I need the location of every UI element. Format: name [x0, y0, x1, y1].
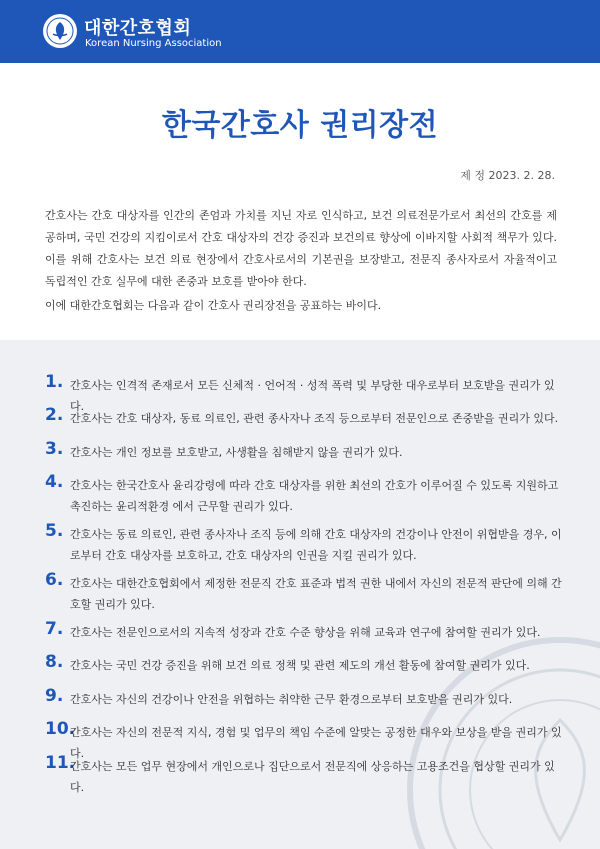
enactment-date: 제 정 2023. 2. 28.: [460, 169, 555, 182]
right-number: 2.: [45, 405, 64, 425]
right-number: 11.: [45, 753, 76, 773]
right-number: 5.: [45, 521, 64, 541]
org-name: 대한간호협회: [84, 18, 192, 39]
right-text: 간호사는 전문인으로서의 지속적 성장과 간호 수준 향상을 위해 교육과 연구에 참여할 권리가 있다.: [70, 626, 541, 639]
right-number: 6.: [45, 570, 64, 590]
kna-emblem-icon: [42, 13, 78, 49]
proclamation-text: 이에 대한간호협회는 다음과 같이 간호사 권리장전을 공표하는 바이다.: [45, 299, 382, 312]
right-number: 7.: [45, 619, 64, 639]
intro-paragraph: 간호사는 간호 대상자를 인간의 존엄과 가치를 지닌 자로 인식하고, 보건 의료전문가로서 최선의 간호를 제공하며, 국민 건강의 지킴이로서 간호 대상자의 건강 증진과 보건의료 향상에 이바지할 사회적 책무가 있다. 이를 위해 간호사는 보건 의료 현장에서 간호사로서의 기본권을 보장받고, 전문직 종사자로서 자율적이고 독립적인 간호 실무에 대한 존중과 보호를 받아야 한다.: [45, 209, 557, 288]
header-bar: [0, 0, 600, 63]
right-text: 간호사는 모든 업무 현장에서 개인으로나 집단으로서 전문직에 상응하는 고용조건을 협상할 권리가 있다.: [70, 760, 555, 794]
org-name-en: Korean Nursing Association: [85, 38, 222, 49]
right-text: 간호사는 개인 정보를 보호받고, 사생활을 침해받지 않을 권리가 있다.: [70, 446, 403, 459]
right-number: 4.: [45, 472, 64, 492]
right-text: 간호사는 인격적 존재로서 모든 신체적 · 언어적 · 성적 폭력 및 부당한 대우로부터 보호받을 권리가 있다.: [70, 379, 555, 413]
right-text: 간호사는 간호 대상자, 동료 의료인, 관련 종사자나 조직 등으로부터 전문인으로 존중받을 권리가 있다.: [70, 412, 559, 425]
right-text: 간호사는 자신의 전문적 지식, 경험 및 업무의 책임 수준에 알맞는 공정한 대우와 보상을 받을 권리가 있다.: [70, 726, 562, 760]
right-text: 간호사는 자신의 건강이나 안전을 위협하는 취약한 근무 환경으로부터 보호받을 권리가 있다.: [70, 693, 513, 706]
right-text: 간호사는 대한간호협회에서 제정한 전문직 간호 표준과 법적 권한 내에서 자신의 전문적 판단에 의해 간호할 권리가 있다.: [70, 577, 562, 611]
right-number: 3.: [45, 439, 64, 459]
right-text: 간호사는 국민 건강 증진을 위해 보건 의료 정책 및 관련 제도의 개선 활동에 참여할 권리가 있다.: [70, 659, 530, 672]
right-number: 8.: [45, 652, 64, 672]
right-number: 10.: [45, 719, 76, 739]
right-text: 간호사는 동료 의료인, 관련 종사자나 조직 등에 의해 간호 대상자의 건강이나 안전이 위협받을 경우, 이로부터 간호 대상자를 보호하고, 간호 대상자의 인권을 지킬 권리가 있다.: [70, 528, 562, 562]
right-number: 1.: [45, 372, 64, 392]
page-title: 한국간호사 권리장전: [161, 108, 439, 143]
right-number: 9.: [45, 686, 64, 706]
right-text: 간호사는 한국간호사 윤리강령에 따라 간호 대상자를 위한 최선의 간호가 이루어질 수 있도록 지원하고 촉진하는 윤리적환경 에서 근무할 권리가 있다.: [70, 479, 559, 513]
